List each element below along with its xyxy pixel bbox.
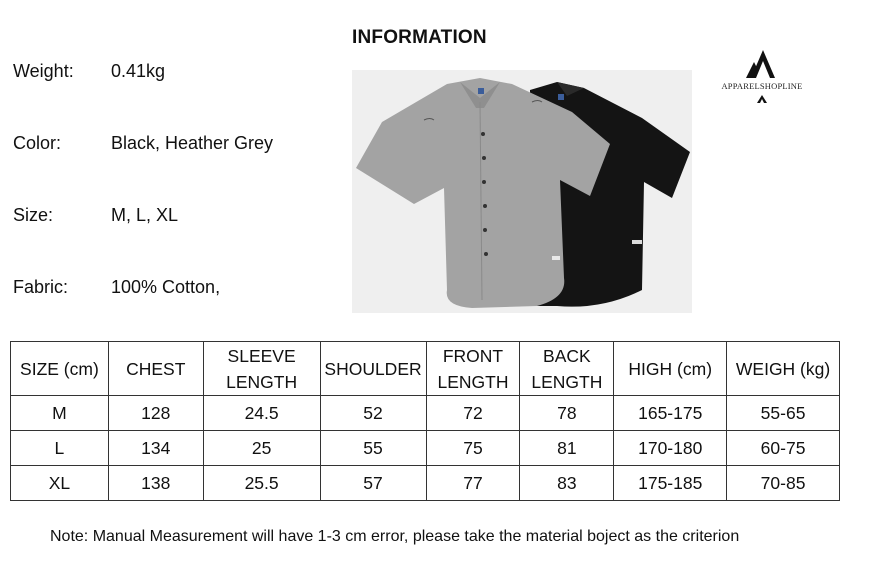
fabric-value: 100% Cotton, xyxy=(111,277,221,297)
table-cell: L xyxy=(11,431,109,466)
table-cell: 78 xyxy=(520,396,614,431)
header-high: HIGH (cm) xyxy=(614,342,727,396)
table-row xyxy=(11,466,840,501)
table-row xyxy=(11,431,840,466)
weight-label: Weight: xyxy=(13,61,74,81)
table-cell: 170-180 xyxy=(614,431,727,466)
color-value: Black, Heather Grey xyxy=(111,133,274,153)
table-cell: 25.5 xyxy=(203,466,320,501)
table-cell: 128 xyxy=(108,396,203,431)
table-cell: 52 xyxy=(320,396,426,431)
table-cell: 81 xyxy=(520,431,614,466)
table-cell: 24.5 xyxy=(203,396,320,431)
header-back-length: BACK LENGTH xyxy=(520,342,614,396)
size-table xyxy=(10,341,840,501)
table-cell: 57 xyxy=(320,466,426,501)
fabric-label: Fabric: xyxy=(13,277,69,297)
table-cell: 134 xyxy=(108,431,203,466)
size-label: Size: xyxy=(13,205,54,225)
table-cell: M xyxy=(11,396,109,431)
measurement-note: Note: Manual Measurement will have 1-3 cm error, please take the material boject as the criterion xyxy=(50,528,740,545)
logo-mark-icon xyxy=(716,48,808,80)
table-cell: 75 xyxy=(426,431,520,466)
table-cell: XL xyxy=(11,466,109,501)
table-cell: 70-85 xyxy=(727,466,840,501)
table-cell: 138 xyxy=(108,466,203,501)
table-cell: 60-75 xyxy=(727,431,840,466)
brand-logo xyxy=(716,48,808,108)
header-sleeve-length: SLEEVE LENGTH xyxy=(203,342,320,396)
table-row xyxy=(11,396,840,431)
logo-small-mark-icon xyxy=(756,94,768,104)
header-size: SIZE (cm) xyxy=(11,342,109,396)
header-front-length: FRONT LENGTH xyxy=(426,342,520,396)
color-label: Color: xyxy=(13,133,62,153)
table-cell: 55 xyxy=(320,431,426,466)
product-photo xyxy=(352,70,692,313)
table-header-row xyxy=(11,342,840,396)
table-cell: 72 xyxy=(426,396,520,431)
table-cell: 77 xyxy=(426,466,520,501)
shirts-illustration xyxy=(352,70,692,313)
table-cell: 83 xyxy=(520,466,614,501)
size-value: M, L, XL xyxy=(111,205,179,225)
weight-value: 0.41kg xyxy=(111,61,166,81)
page-title: INFORMATION xyxy=(352,27,487,48)
table-cell: 175-185 xyxy=(614,466,727,501)
logo-text: APPARELSHOPLINE xyxy=(721,81,803,91)
table-cell: 165-175 xyxy=(614,396,727,431)
header-shoulder: SHOULDER xyxy=(320,342,426,396)
header-chest: CHEST xyxy=(108,342,203,396)
table-cell: 55-65 xyxy=(727,396,840,431)
header-weigh: WEIGH (kg) xyxy=(727,342,840,396)
table-cell: 25 xyxy=(203,431,320,466)
